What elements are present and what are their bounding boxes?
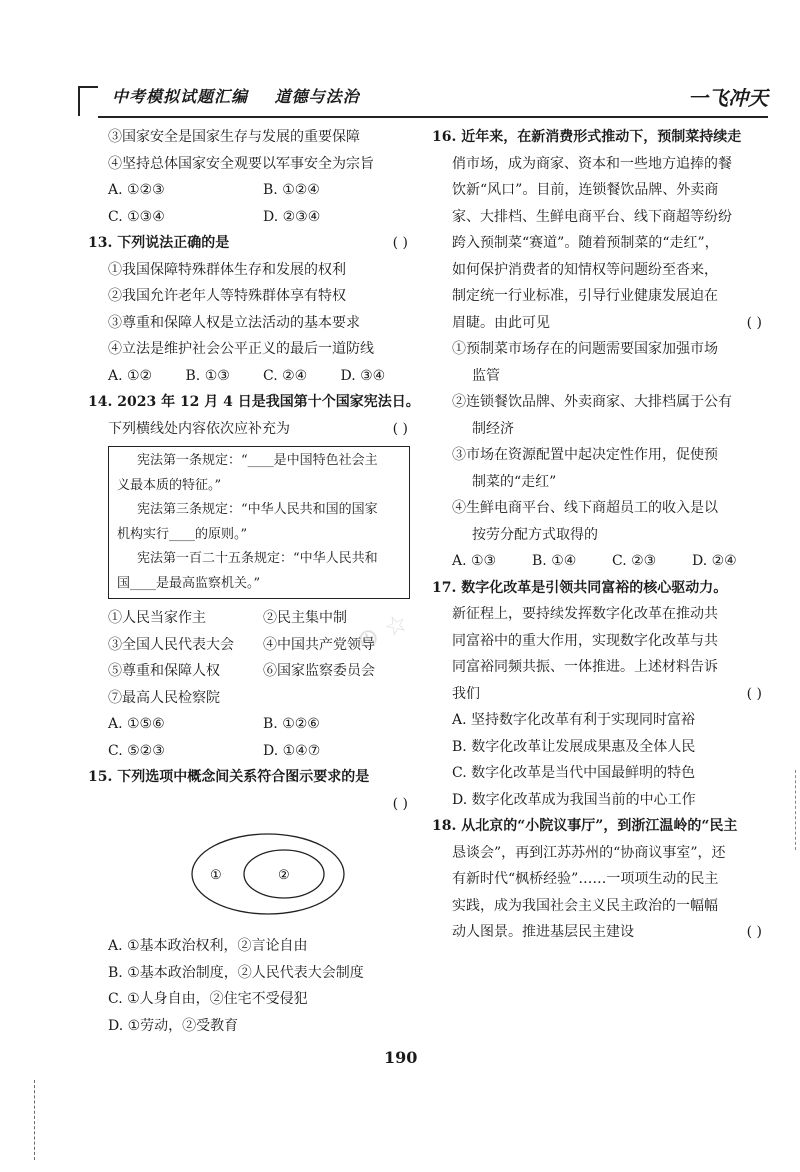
q14-choice-5: ⑤尊重和保障人权 xyxy=(108,663,220,679)
q14-choice-6: ⑥国家监察委员会 xyxy=(263,663,375,679)
q12-option-a[interactable]: A. ①②③ xyxy=(108,182,165,198)
q17-option-a[interactable]: A. 坚持数字化改革有利于实现同时富裕 xyxy=(452,712,696,728)
q15-paren-row xyxy=(88,791,418,818)
q12-option-d[interactable]: D. ②③④ xyxy=(263,208,321,225)
q16-item-2: ②连锁餐饮品牌、外卖商家、大排档属于公有 xyxy=(452,394,732,410)
q14-option-c[interactable]: C. ⑤②③ xyxy=(108,742,165,759)
q18-line: 18. 从北京的“小院议事厅”，到浙江温岭的“民主 xyxy=(432,818,738,834)
q16-item-2-cont: 制经济 xyxy=(472,420,514,437)
q16-item-1-cont: 监管 xyxy=(472,367,500,384)
binding-margin-marks xyxy=(34,1080,37,1160)
q17-option-d[interactable]: D. 数字化改革成为我国当前的中心工作 xyxy=(452,791,696,808)
q16-option-c[interactable]: C. ②③ xyxy=(612,553,657,569)
q13-item-4: ④立法是维护社会公平正义的最后一道防线 xyxy=(108,341,374,357)
header-corner-mark xyxy=(78,86,98,116)
q16-option-a[interactable]: A. ①③ xyxy=(452,553,497,569)
q13-stem-text: 13. 下列说法正确的是 xyxy=(88,235,230,251)
venn-svg xyxy=(188,829,348,919)
q16-line: 饮新“风口”。目前，连锁餐饮品牌、外卖商 xyxy=(452,182,719,198)
q15-option-c[interactable]: C. ①人身自由，②住宅不受侵犯 xyxy=(108,991,308,1007)
q16-line: 家、大排档、生鲜电商平台、线下商超等纷纷 xyxy=(452,208,732,225)
q13-option-c[interactable]: C. ②④ xyxy=(263,367,308,384)
q17-option-c[interactable]: C. 数字化改革是当代中国最鲜明的特色 xyxy=(452,765,696,781)
q16-line: 眉睫。由此可见 xyxy=(452,314,550,331)
q14-stem-1: 14. 2023 年 12 月 4 日是我国第十个国家宪法日。 xyxy=(88,394,420,410)
q14-answer-blank[interactable]: ( ) xyxy=(392,420,408,437)
q14-box-line: 机构实行____的原则。” xyxy=(117,526,248,542)
q16-line: 如何保护消费者的知情权等问题纷至沓来， xyxy=(452,261,718,278)
q14-choice-3: ③全国人民代表大会 xyxy=(108,636,234,653)
q13-option-d[interactable]: D. ③④ xyxy=(340,367,386,384)
book-title: 中考模拟试题汇编 xyxy=(112,87,249,106)
q16-item-4-cont: 按劳分配方式取得的 xyxy=(472,526,598,543)
q15-answer-blank[interactable]: ( ) xyxy=(392,795,408,812)
subject-title: 道德与法治 xyxy=(274,87,360,106)
q15-venn-diagram xyxy=(88,821,418,933)
q15-stem: 15. 下列选项中概念间关系符合图示要求的是 xyxy=(88,769,370,785)
q13-options xyxy=(88,363,418,390)
q16-option-d[interactable]: D. ②④ xyxy=(692,553,737,569)
q15-option-d[interactable]: D. ①劳动，②受教育 xyxy=(108,1017,239,1034)
q14-option-a[interactable]: A. ①⑤⑥ xyxy=(108,716,165,732)
q14-box-line: 国____是最高监察机关。” xyxy=(117,575,261,591)
q13-stem xyxy=(88,230,418,257)
q14-choice-2: ②民主集中制 xyxy=(263,610,347,626)
q16-line: 16. 近年来，在新消费形式推动下，预制菜持续走 xyxy=(432,129,742,145)
q14-constitution-box xyxy=(108,446,410,599)
q16-item-4: ④生鲜电商平台、线下商超员工的收入是以 xyxy=(452,500,718,516)
q14-choice-4: ④中国共产党领导 xyxy=(263,636,375,653)
q14-options-ab xyxy=(88,711,418,738)
watermark-stamp: ⊕ ☆ xyxy=(352,607,414,658)
q16-option-b[interactable]: B. ①④ xyxy=(532,553,577,569)
q15-option-a[interactable]: A. ①基本政治权利，②言论自由 xyxy=(108,938,308,954)
q13-option-b[interactable]: B. ①③ xyxy=(185,367,230,384)
q14-choice-1: ①人民当家作主 xyxy=(108,610,206,626)
brand-logo-text: 一飞冲天 xyxy=(688,86,768,110)
q16-line: 制定统一行业标准，引导行业健康发展迫在 xyxy=(452,288,718,304)
q18-answer-blank[interactable]: ( ) xyxy=(746,924,762,940)
q16-last-line xyxy=(432,310,772,337)
q17-option-b[interactable]: B. 数字化改革让发展成果惠及全体人民 xyxy=(452,738,696,755)
header-rule xyxy=(98,116,768,118)
q14-option-d[interactable]: D. ①④⑦ xyxy=(263,742,321,759)
q17-line: 新征程上，要持续发挥数字化改革在推动共 xyxy=(452,606,718,622)
q16-answer-blank[interactable]: ( ) xyxy=(746,314,762,331)
header-title xyxy=(112,84,380,107)
q12-item-4: ④坚持总体国家安全观要以军事安全为宗旨 xyxy=(108,155,374,172)
q17-answer-blank[interactable]: ( ) xyxy=(746,685,762,702)
q18-line: 实践，成为我国社会主义民主政治的一幅幅 xyxy=(452,897,718,914)
q17-line: 同富裕同频共振、一体推进。上述材料告诉 xyxy=(452,659,718,675)
q17-line: 17. 数字化改革是引领共同富裕的核心驱动力。 xyxy=(432,579,728,596)
q12-option-c[interactable]: C. ①③④ xyxy=(108,208,165,225)
q12-options-cd xyxy=(88,204,418,231)
q14-stem-2-text: 下列横线处内容依次应补充为 xyxy=(108,420,290,437)
q12-item-3: ③国家安全是国家生存与发展的重要保障 xyxy=(108,129,360,145)
q14-box-line: 宪法第三条规定：“中华人民共和国的国家 xyxy=(137,502,378,517)
venn-inner-label: ② xyxy=(278,868,290,883)
q17-line: 同富裕中的重大作用，实现数字化改革与共 xyxy=(452,632,718,649)
q16-item-3: ③市场在资源配置中起决定性作用，促使预 xyxy=(452,447,718,463)
q18-line: 动人图景。推进基层民主建设 xyxy=(452,924,634,940)
right-margin-marks xyxy=(795,770,798,850)
q18-last-line xyxy=(432,919,772,946)
q14-options-cd xyxy=(88,738,418,765)
page-number: 190 xyxy=(384,1048,418,1067)
q13-item-1: ①我国保障特殊群体生存和发展的权利 xyxy=(108,261,346,278)
q14-choice-7: ⑦最高人民检察院 xyxy=(108,689,220,706)
q14-stem-2 xyxy=(88,416,418,443)
q13-answer-blank[interactable]: ( ) xyxy=(392,235,408,251)
q17-line: 我们 xyxy=(452,685,480,702)
q16-line: 跨入预制菜“赛道”。随着预制菜的“走红”， xyxy=(452,235,719,251)
left-column xyxy=(88,124,418,1039)
q14-box-line: 义最本质的特征。” xyxy=(117,477,222,493)
q15-option-b[interactable]: B. ①基本政治制度，②人民代表大会制度 xyxy=(108,964,364,981)
q13-item-3: ③尊重和保障人权是立法活动的基本要求 xyxy=(108,314,360,331)
q14-option-b[interactable]: B. ①②⑥ xyxy=(263,716,320,732)
q16-item-3-cont: 制菜的“走红” xyxy=(472,473,557,490)
q13-item-2: ②我国允许老年人等特殊群体享有特权 xyxy=(108,288,346,304)
q12-options-ab xyxy=(88,177,418,204)
q14-box-line: 宪法第一条规定：“____是中国特色社会主 xyxy=(137,453,378,468)
q16-item-1: ①预制菜市场存在的问题需要国家加强市场 xyxy=(452,341,718,357)
q16-line: 俏市场，成为商家、资本和一些地方追捧的餐 xyxy=(452,155,732,172)
page-header xyxy=(78,82,768,118)
q18-line: 有新时代“枫桥经验”……一项项生动的民主 xyxy=(452,871,719,887)
venn-outer-label: ① xyxy=(210,868,222,883)
q13-option-a[interactable]: A. ①② xyxy=(108,367,153,384)
q12-option-b[interactable]: B. ①②④ xyxy=(263,182,320,198)
q14-box-line: 宪法第一百二十五条规定：“中华人民共和 xyxy=(137,551,378,566)
q18-line: 恳谈会”，再到江苏苏州的“协商议事室”，还 xyxy=(452,844,726,861)
right-column xyxy=(432,124,772,946)
